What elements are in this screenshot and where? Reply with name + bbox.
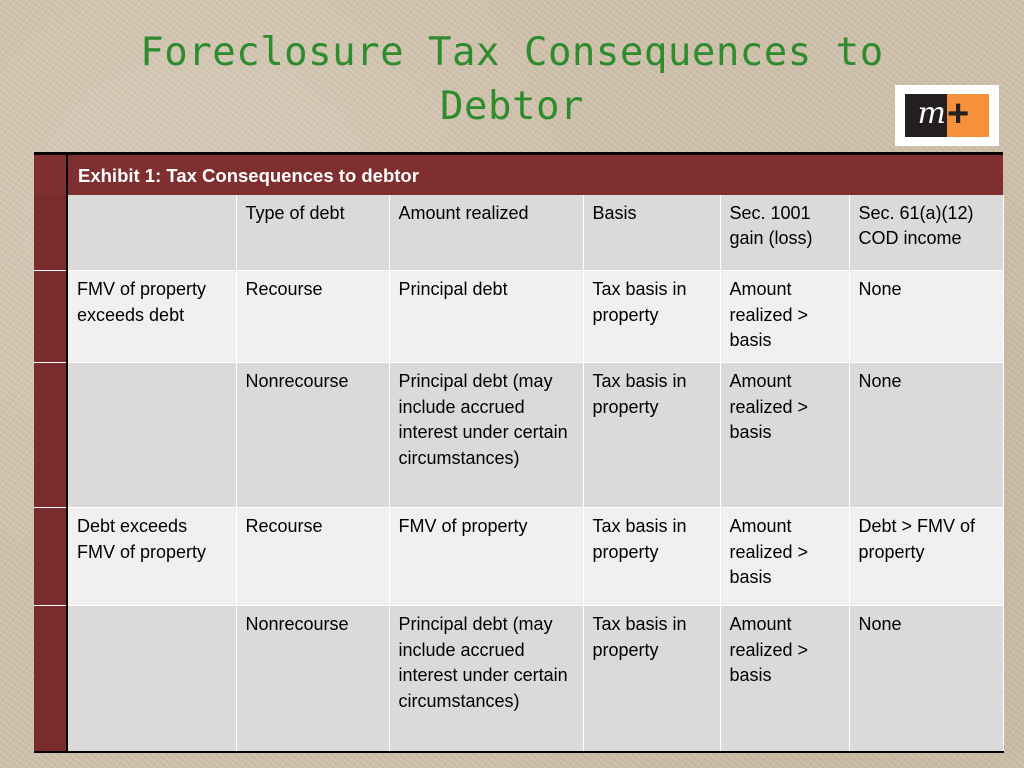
cell-cod-income: Debt > FMV of property [849,508,1003,606]
column-header-type-of-debt: Type of debt [236,195,389,271]
cell-amount-realized: Principal debt [389,271,583,363]
table-row [34,363,1003,508]
column-header-amount-realized: Amount realized [389,195,583,271]
cell-basis: Tax basis in property [583,606,720,752]
slide-title: Foreclosure Tax Consequences to Debtor [140,30,884,129]
logo-plus-sign: + [947,94,989,137]
table-row [34,271,1003,363]
row-marker [34,363,67,508]
row-marker [34,195,67,271]
cell-basis: Tax basis in property [583,508,720,606]
cell-type-of-debt: Nonrecourse [236,606,389,752]
cell-cod-income: None [849,363,1003,508]
column-header-situation [67,195,236,271]
cell-type-of-debt: Recourse [236,271,389,363]
cell-gain-loss: Amount realized > basis [720,363,849,508]
cell-basis: Tax basis in property [583,363,720,508]
cell-gain-loss: Amount realized > basis [720,271,849,363]
exhibit-table-container [34,152,1003,753]
cell-cod-income: None [849,606,1003,752]
table-row [34,606,1003,752]
cell-amount-realized: Principal debt (may include accrued interest under certain circumstances) [389,606,583,752]
row-marker [34,154,67,195]
row-marker [34,271,67,363]
logo-m-letter: m [905,94,947,137]
cell-situation [67,606,236,752]
cell-situation: Debt exceeds FMV of property [67,508,236,606]
row-marker [34,508,67,606]
logo-mark [905,94,989,137]
cell-gain-loss: Amount realized > basis [720,508,849,606]
exhibit-table [34,152,1004,753]
cell-basis: Tax basis in property [583,271,720,363]
company-logo [895,85,999,146]
cell-situation [67,363,236,508]
table-row [34,508,1003,606]
cell-amount-realized: FMV of property [389,508,583,606]
cell-type-of-debt: Nonrecourse [236,363,389,508]
cell-type-of-debt: Recourse [236,508,389,606]
cell-situation: FMV of property exceeds debt [67,271,236,363]
column-header-cod-income: Sec. 61(a)(12) COD income [849,195,1003,271]
cell-cod-income: None [849,271,1003,363]
row-marker [34,606,67,752]
column-header-row [34,195,1003,271]
cell-gain-loss: Amount realized > basis [720,606,849,752]
column-header-basis: Basis [583,195,720,271]
column-header-gain-loss: Sec. 1001 gain (loss) [720,195,849,271]
cell-amount-realized: Principal debt (may include accrued interest under certain circumstances) [389,363,583,508]
table-caption-row [34,154,1003,195]
table-caption: Exhibit 1: Tax Consequences to debtor [67,154,1003,195]
